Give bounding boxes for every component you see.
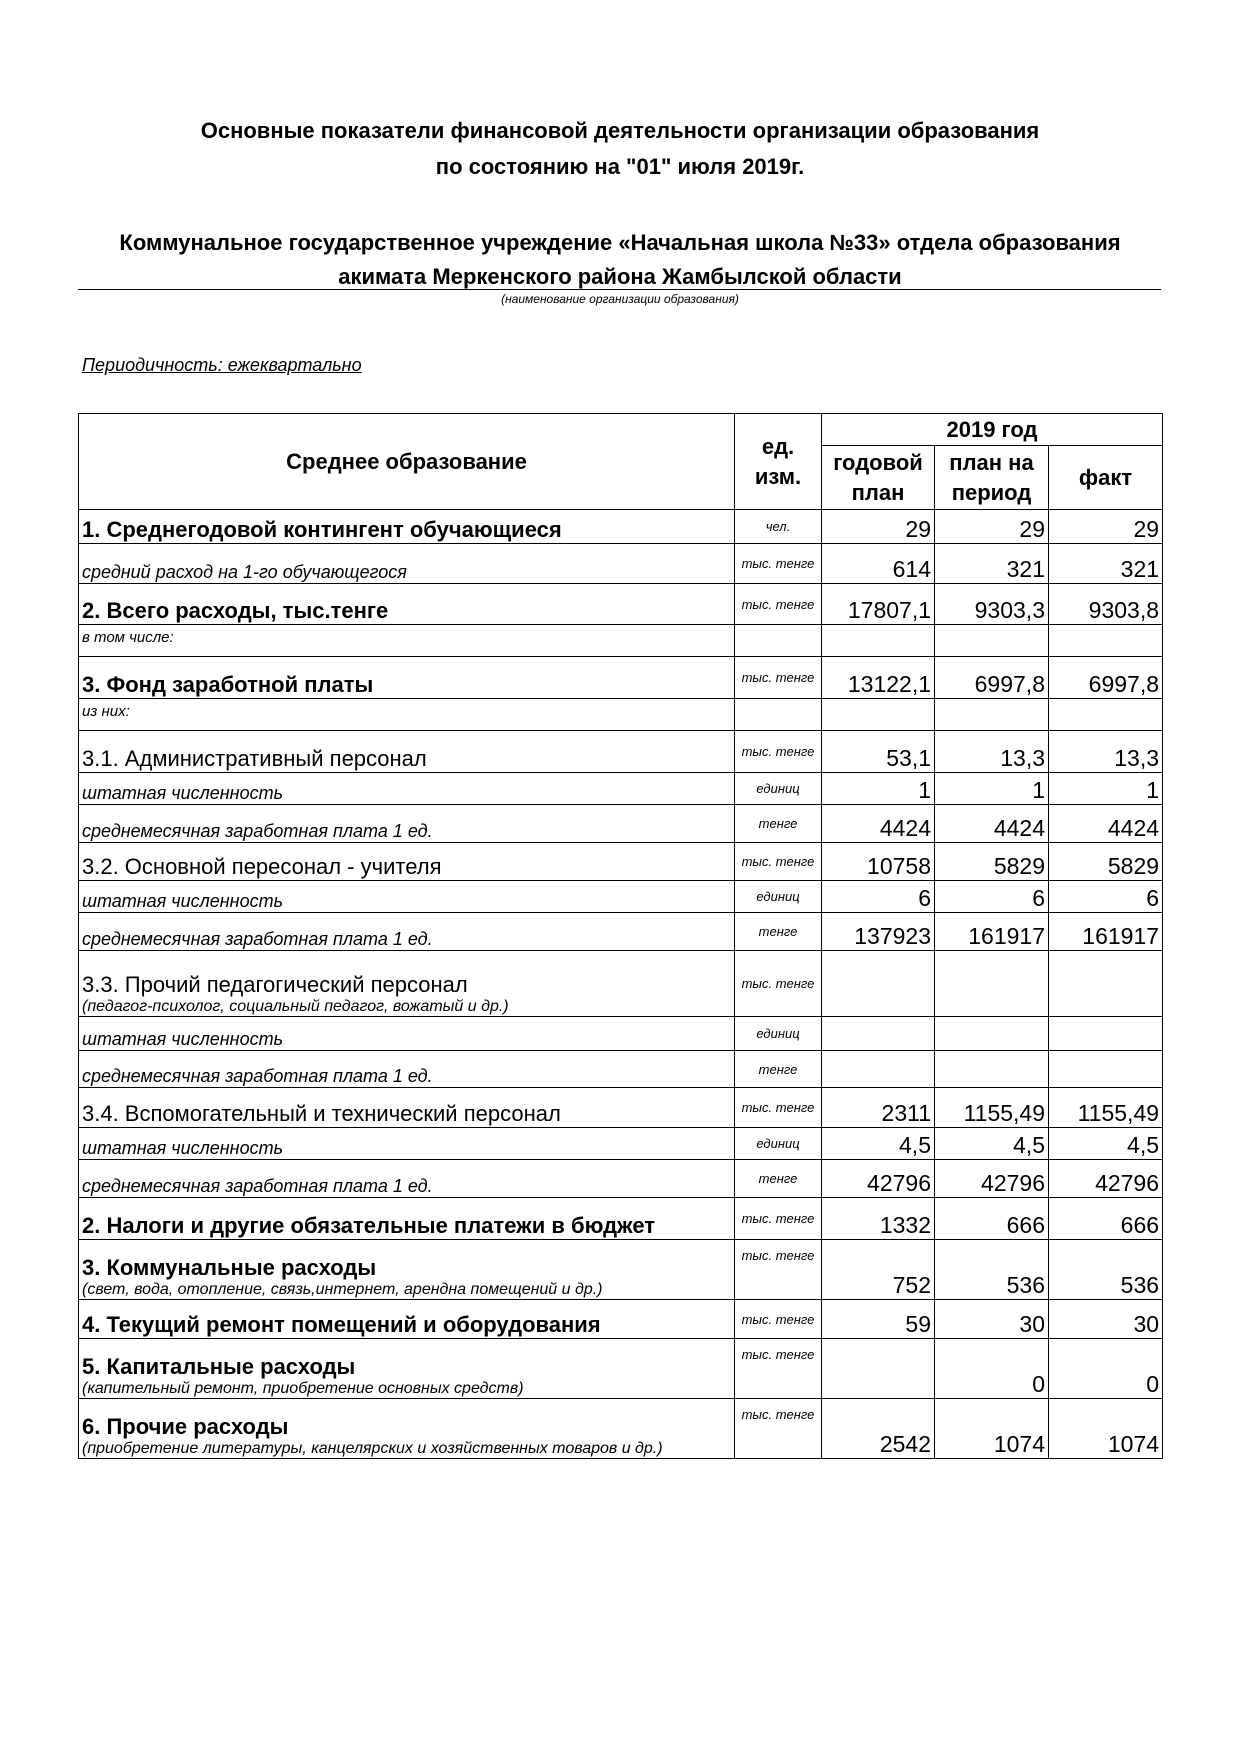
row-period: 29: [935, 510, 1049, 544]
row-period: 1074: [935, 1399, 1049, 1459]
row-fact: 666: [1049, 1198, 1163, 1240]
row-period: 536: [935, 1240, 1049, 1300]
row-period: 6997,8: [935, 657, 1049, 699]
table-row: [79, 1198, 1163, 1240]
table-row: [79, 1399, 1163, 1459]
row-label: среднемесячная заработная плата 1 ед.: [79, 1160, 735, 1198]
row-unit: тыс. тенге: [735, 1300, 822, 1339]
row-unit: тыс. тенге: [735, 544, 822, 584]
row-period: 9303,3: [935, 584, 1049, 625]
organization-name-line1: Коммунальное государственное учреждение «Начальная школа №33» отдела образования: [119, 230, 1121, 255]
row-label: среднемесячная заработная плата 1 ед.: [79, 913, 735, 951]
row-period: 161917: [935, 913, 1049, 951]
row-period: 321: [935, 544, 1049, 584]
table-row: [79, 1160, 1163, 1198]
row-unit: единиц: [735, 1017, 822, 1051]
row-label: [79, 1339, 735, 1399]
row-note: (приобретение литературы, канцелярских и хозяйственных товаров и др.): [82, 1440, 663, 1457]
organization-caption: (наименование организации образования): [501, 292, 739, 306]
row-annual: 59: [822, 1300, 935, 1339]
row-unit: тыс. тенге: [735, 843, 822, 881]
document-date: по состоянию на "01" июля 2019г.: [435, 154, 805, 179]
table-row: [79, 881, 1163, 913]
row-note: (свет, вода, отопление, связь,интернет, арендна помещений и др.): [82, 1281, 603, 1298]
row-label: 1. Среднегодовой контингент обучающиеся: [79, 510, 735, 544]
row-unit: тыс. тенге: [735, 1399, 822, 1459]
row-unit: тыс. тенге: [735, 657, 822, 699]
row-unit: тенге: [735, 805, 822, 843]
row-fact: 161917: [1049, 913, 1163, 951]
row-annual: 2542: [822, 1399, 935, 1459]
table-row: [79, 805, 1163, 843]
row-period: 5829: [935, 843, 1049, 881]
row-annual: 137923: [822, 913, 935, 951]
row-title: 5. Капитальные расходы: [82, 1354, 356, 1379]
table-row: [79, 913, 1163, 951]
row-label: среднемесячная заработная плата 1 ед.: [79, 1051, 735, 1088]
row-period: 4424: [935, 805, 1049, 843]
row-unit: тыс. тенге: [735, 1339, 822, 1399]
row-note: (капительный ремонт, приобретение основных средств): [82, 1380, 524, 1397]
row-unit: тыс. тенге: [735, 731, 822, 773]
row-label: 3.2. Основной пересонал - учителя: [79, 843, 735, 881]
row-label: штатная численность: [79, 1128, 735, 1160]
row-annual: 1: [822, 773, 935, 805]
row-unit: тыс. тенге: [735, 584, 822, 625]
row-annual: 17807,1: [822, 584, 935, 625]
row-fact: 1155,49: [1049, 1088, 1163, 1128]
row-label: среднемесячная заработная плата 1 ед.: [79, 805, 735, 843]
row-period: 0: [935, 1339, 1049, 1399]
row-annual: 4,5: [822, 1128, 935, 1160]
row-unit: тыс. тенге: [735, 1088, 822, 1128]
row-unit: чел.: [735, 510, 822, 544]
table-row: [79, 1051, 1163, 1088]
header-category: Среднее образование: [79, 414, 735, 510]
row-label: 3.4. Вспомогательный и технический персонал: [79, 1088, 735, 1128]
table-row: [79, 1300, 1163, 1339]
table-row: [79, 1128, 1163, 1160]
row-fact: 1: [1049, 773, 1163, 805]
row-fact: 42796: [1049, 1160, 1163, 1198]
row-annual: 42796: [822, 1160, 935, 1198]
row-annual: 10758: [822, 843, 935, 881]
row-annual: 4424: [822, 805, 935, 843]
row-label: штатная численность: [79, 1017, 735, 1051]
row-unit: единиц: [735, 1128, 822, 1160]
financial-indicators-table: [78, 413, 1163, 1459]
table-row: [79, 731, 1163, 773]
header-period-plan: план на период: [935, 446, 1049, 510]
row-unit: тыс. тенге: [735, 951, 822, 1017]
row-unit: единиц: [735, 773, 822, 805]
row-fact: 1074: [1049, 1399, 1163, 1459]
row-label: 3.1. Административный персонал: [79, 731, 735, 773]
periodicity-label: Периодичность: ежеквартально: [82, 355, 362, 375]
row-title: 3. Коммунальные расходы: [82, 1255, 377, 1280]
table-row: [79, 510, 1163, 544]
header-annual-plan: годовой план: [822, 446, 935, 510]
row-annual: 6: [822, 881, 935, 913]
row-unit: тенге: [735, 1051, 822, 1088]
row-label: [79, 1240, 735, 1300]
table-row: [79, 1017, 1163, 1051]
table-row: [79, 584, 1163, 625]
row-note: (педагог-психолог, социальный педагог, вожатый и др.): [82, 998, 509, 1015]
row-annual: 752: [822, 1240, 935, 1300]
table-row: [79, 699, 1163, 731]
row-title: 3.3. Прочий педагогический персонал: [82, 972, 468, 997]
row-period: 4,5: [935, 1128, 1049, 1160]
row-label: [79, 1399, 735, 1459]
row-fact: 0: [1049, 1339, 1163, 1399]
row-label: штатная численность: [79, 773, 735, 805]
table-row: [79, 951, 1163, 1017]
row-label: средний расход на 1-го обучающегося: [79, 544, 735, 584]
row-fact: 9303,8: [1049, 584, 1163, 625]
header-fact: факт: [1049, 446, 1163, 510]
row-fact: 536: [1049, 1240, 1163, 1300]
table-row: [79, 1240, 1163, 1300]
row-label: 2. Налоги и другие обязательные платежи в бюджет: [79, 1198, 735, 1240]
table-row: [79, 1088, 1163, 1128]
row-period: 30: [935, 1300, 1049, 1339]
table-row: [79, 1339, 1163, 1399]
document-title: Основные показатели финансовой деятельности организации образования: [200, 118, 1040, 143]
row-fact: 29: [1049, 510, 1163, 544]
row-fact: 13,3: [1049, 731, 1163, 773]
row-annual: [822, 1339, 935, 1399]
row-label: [79, 951, 735, 1017]
row-unit: тыс. тенге: [735, 1198, 822, 1240]
row-annual: 53,1: [822, 731, 935, 773]
row-title: 6. Прочие расходы: [82, 1414, 289, 1439]
table-row: [79, 843, 1163, 881]
row-annual: 13122,1: [822, 657, 935, 699]
row-label: штатная численность: [79, 881, 735, 913]
row-unit: тыс. тенге: [735, 1240, 822, 1300]
row-unit: единиц: [735, 881, 822, 913]
row-fact: 6: [1049, 881, 1163, 913]
row-label: 4. Текущий ремонт помещений и оборудования: [79, 1300, 735, 1339]
row-label: в том числе:: [79, 625, 735, 657]
row-unit: тенге: [735, 913, 822, 951]
table-row: [79, 773, 1163, 805]
row-fact: 321: [1049, 544, 1163, 584]
organization-name-line2: акимата Меркенского района Жамбылской области: [338, 264, 902, 289]
header-year: 2019 год: [822, 414, 1163, 446]
organization-underline: [78, 289, 1161, 290]
row-fact: 4424: [1049, 805, 1163, 843]
row-period: 666: [935, 1198, 1049, 1240]
row-unit: тенге: [735, 1160, 822, 1198]
row-period: 1155,49: [935, 1088, 1049, 1128]
table-row: [79, 544, 1163, 584]
row-annual: 2311: [822, 1088, 935, 1128]
row-annual: 614: [822, 544, 935, 584]
row-period: 1: [935, 773, 1049, 805]
row-annual: 1332: [822, 1198, 935, 1240]
row-period: 42796: [935, 1160, 1049, 1198]
row-fact: 30: [1049, 1300, 1163, 1339]
table-row: [79, 657, 1163, 699]
row-period: 6: [935, 881, 1049, 913]
header-unit: ед. изм.: [735, 414, 822, 510]
row-label: из них:: [79, 699, 735, 731]
row-fact: 6997,8: [1049, 657, 1163, 699]
row-fact: 5829: [1049, 843, 1163, 881]
row-label: 3. Фонд заработной платы: [79, 657, 735, 699]
table-row: [79, 625, 1163, 657]
row-annual: 29: [822, 510, 935, 544]
row-fact: 4,5: [1049, 1128, 1163, 1160]
row-period: 13,3: [935, 731, 1049, 773]
row-label: 2. Всего расходы, тыс.тенге: [79, 584, 735, 625]
